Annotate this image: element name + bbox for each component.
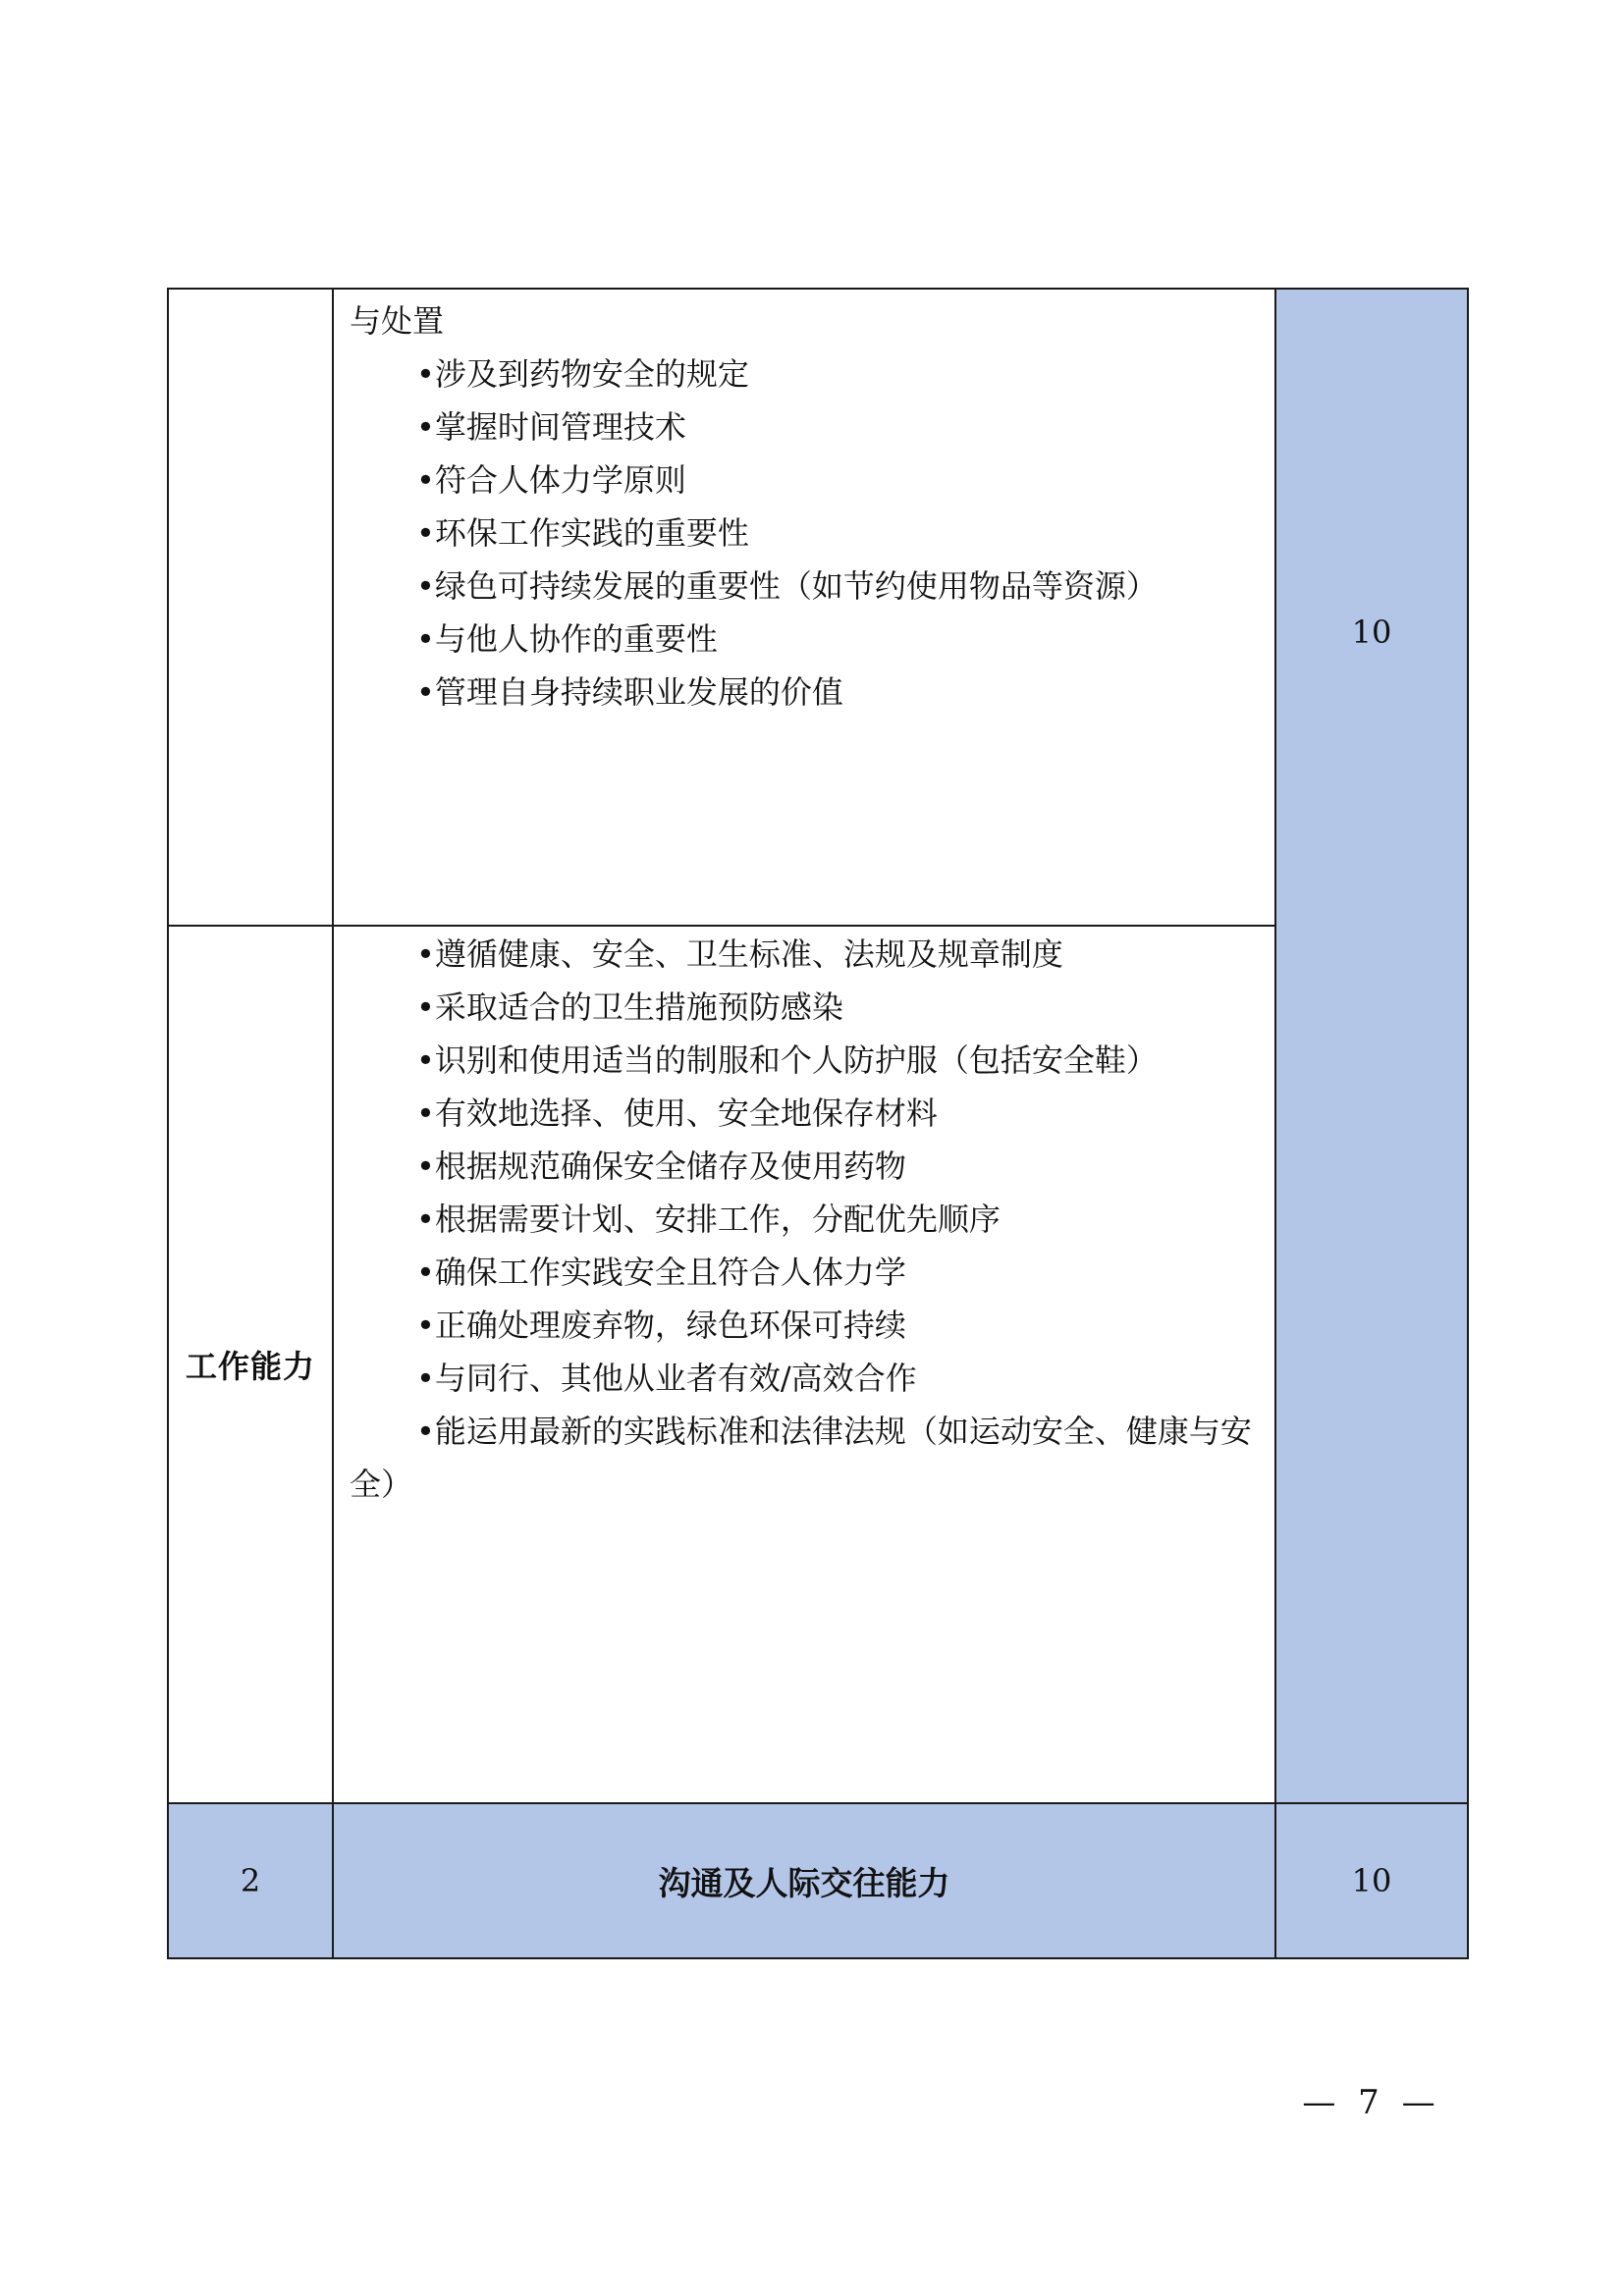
content-line: •与他人协作的重要性	[416, 620, 718, 658]
content-line: •与同行、其他从业者有效/高效合作	[416, 1360, 917, 1397]
label-cell-continued	[169, 290, 334, 927]
content-line: •识别和使用适当的制服和个人防护服（包括安全鞋）	[416, 1041, 1158, 1079]
content-line: •采取适合的卫生措施预防感染	[416, 988, 843, 1026]
section-score: 10	[1351, 1862, 1392, 1899]
section-title: 沟通及人际交往能力	[658, 1863, 950, 1902]
content-line: 全）	[350, 1466, 413, 1503]
content-line: •绿色可持续发展的重要性（如节约使用物品等资源）	[416, 567, 1158, 605]
content-line: •根据规范确保安全储存及使用药物	[416, 1148, 906, 1185]
criteria-table	[167, 288, 1469, 1959]
section-number-cell	[169, 1804, 334, 1957]
content-line: •符合人体力学原则	[416, 461, 686, 499]
section-title-cell	[334, 1804, 1276, 1957]
work-ability-label-cell	[169, 927, 334, 1804]
score-value: 10	[1351, 614, 1392, 651]
score-cell	[1276, 290, 1467, 1804]
content-line: •正确处理废弃物，绿色环保可持续	[416, 1307, 906, 1344]
section-score-cell	[1276, 1804, 1467, 1957]
content-line: •确保工作实践安全且符合人体力学	[416, 1254, 906, 1291]
content-line: •环保工作实践的重要性	[416, 514, 749, 552]
content-line: •管理自身持续职业发展的价值	[416, 673, 843, 711]
content-line: •掌握时间管理技术	[416, 408, 686, 446]
content-line: •根据需要计划、安排工作，分配优先顺序	[416, 1201, 1001, 1238]
page-number: — 7 —	[1302, 2083, 1441, 2122]
knowledge-content-cell	[334, 290, 1276, 927]
section-number: 2	[240, 1862, 261, 1899]
content-line: 与处置	[350, 302, 445, 340]
content-line: •涉及到药物安全的规定	[416, 355, 749, 393]
content-line: •有效地选择、使用、安全地保存材料	[416, 1095, 938, 1132]
work-ability-label: 工作能力	[185, 1348, 315, 1385]
content-line: •能运用最新的实践标准和法律法规（如运动安全、健康与安	[416, 1413, 1252, 1450]
content-line: •遵循健康、安全、卫生标准、法规及规章制度	[416, 935, 1063, 973]
work-ability-content-cell	[334, 927, 1276, 1804]
